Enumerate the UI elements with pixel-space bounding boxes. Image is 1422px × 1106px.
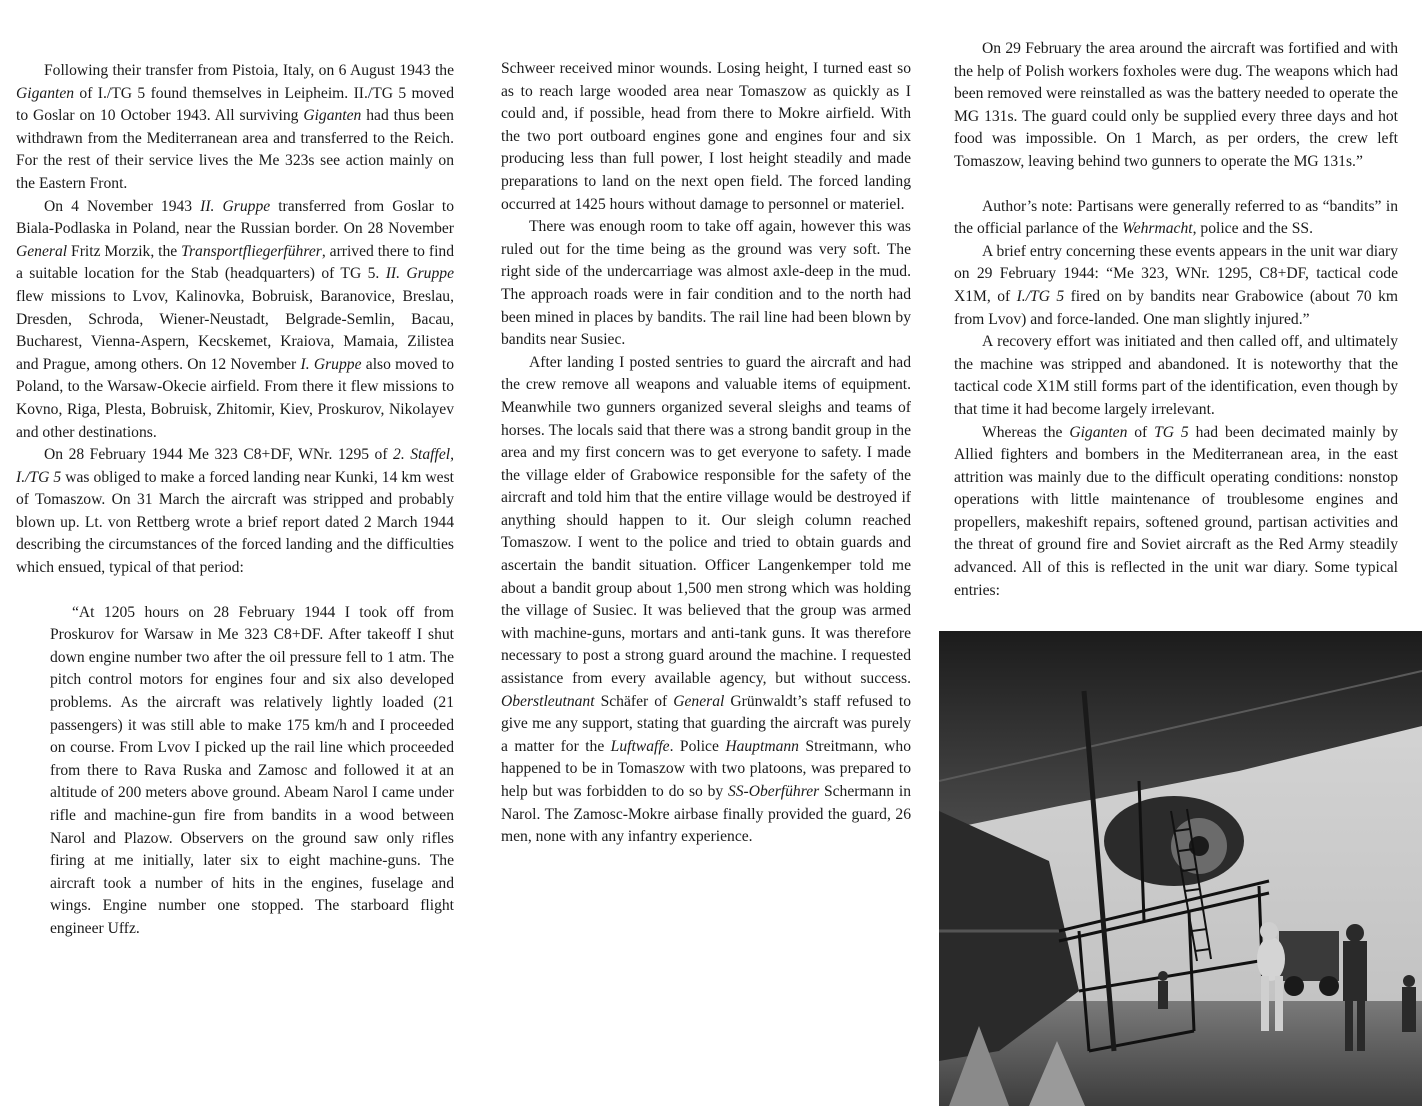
- text-run: On 29 February the area around the aircraft was fortified and with the help of Polish workers foxholes were dug. The weapons which had been removed were reinstalled as was the battery needed to operate the MG 131s. The guard could only be supplied every three days and hot food was impossible. On 1 March, as per orders, the crew left Tomaszow, leaving behind two gunners to operate the MG 131s.”: [954, 40, 1398, 170]
- text-run: Schermann in Narol. The Zamosc-Mokre airbase finally provided the guard, 26 men, none with any infantry experience.: [501, 783, 911, 846]
- italic-text: Giganten: [1069, 423, 1128, 441]
- italic-text: Transportfliegerführer: [181, 242, 322, 260]
- text-run: of: [1127, 423, 1155, 441]
- text-run: On 28 February 1944 Me 323 C8+DF, WNr. 1295 of: [44, 446, 394, 464]
- text-run: Following their transfer from Pistoia, Italy, on 6 August 1943 the: [44, 62, 454, 79]
- text-run: , arrived there to find a suitable location for the Stab (headquarters) of TG 5.: [16, 242, 455, 283]
- text-run: “At 1205 hours on 28 February 1944 I took off from Proskurov for Warsaw in Me 323 C8+DF. After takeoff I shut down engine number two after the oil pressure fell to 1 atm. The pitch control motors for engines four and six also developed problems. As the aircraft was relatively lightly loaded (21 passengers) it was still able to make 175 km/h and I proceeded on course. From Lvov I picked up the rail line which proceeded from there to Rava Ruska and Zamosc and followed it at an altitude of 200 meters above ground. Abeam Narol I came under rifle and machine-gun fire from bandits in a wood between Narol and Plazow. Observers on the ground saw only rifles firing at me initially, later six to eight machine-guns. The aircraft took a number of hits in the engines, fuselage and wings. Engine number one stopped. The starboard flight engineer Uffz.: [50, 603, 454, 937]
- paragraph: [16, 60, 454, 196]
- text-run: Author’s note: Partisans were generally referred to as “bandits” in the official parlance of the: [954, 197, 1398, 238]
- paragraph-gap: [16, 580, 454, 602]
- text-run: Grünwaldt’s staff refused to give me any support, stating that guarding the aircraft was purely a matter for the: [501, 692, 911, 755]
- text-run: of I./TG 5 found themselves in Leipheim. II./TG 5 moved to Goslar on 10 October 1943. All surviving: [16, 84, 454, 125]
- paragraph: [954, 241, 1398, 331]
- text-run: flew missions to Lvov, Kalinovka, Bobruisk, Baranovice, Breslau, Dresden, Schroda, Wiener-Neustadt, Belgrade-Semlin, Bacau, Bucharest, Vienna-Aspern, Kecskemet, Kraiova, Mamaia, Zilistea and Prague, among others. On 12 November: [16, 287, 454, 373]
- text-column-right: [954, 38, 1398, 602]
- quoted-report: [16, 602, 454, 941]
- italic-text: Luftwaffe: [610, 737, 670, 755]
- photo-aircraft-maintenance: [939, 631, 1422, 1106]
- text-run: There was enough room to take off again, however this was ruled out for the time being as the ground was very soft. The right side of the undercarriage was almost axle-deep in the mud. The approach roads were in fair condition and to the north had been mined in places by bandits. The rail line had been blown by bandits near Susiec.: [501, 218, 911, 349]
- text-run: was obliged to make a forced landing near Kunki, 14 km west of Tomaszow. On 31 March the aircraft was stripped and probably blown up. Lt. von Rettberg wrote a brief report dated 2 March 1944 describing the circumstances of the forced landing and the difficulties which ensued, typical of that period:: [16, 468, 454, 577]
- paragraph: [954, 38, 1398, 174]
- italic-text: Giganten: [16, 84, 75, 102]
- text-run: A recovery effort was initiated and then called off, and ultimately the machine was stripped and abandoned. It is noteworthy that the tactical code X1M still forms part of the identification, even though by that time it had become largely irrelevant.: [954, 333, 1398, 418]
- paragraph: [501, 352, 911, 849]
- text-run: , police and the SS.: [1192, 220, 1313, 238]
- text-run: Streitmann, who happened to be in Tomaszow with two platoons, was prepared to help but was forbidden to do so by: [501, 737, 911, 800]
- italic-text: SS-Oberführer: [727, 783, 820, 800]
- text-run: transferred from Goslar to Biala-Podlaska in Poland, near the Russian border. On 28 November: [16, 197, 454, 238]
- italic-text: I./TG 5: [1016, 287, 1065, 305]
- italic-text: Hauptmann: [725, 737, 799, 755]
- text-run: After landing I posted sentries to guard the aircraft and had the crew remove all weapons and valuable items of equipment. Meanwhile two gunners organized several sleighs and teams of horses. The locals said that there was a strong bandit group in the area and my first concern was to get everyone to safety. I made the village elder of Grabowice responsible for the safety of the aircraft and told him that the entire village would be destroyed if anything should happen to it. Our sleigh column reached Tomaszow. I went to the police and tried to obtain guards and ascertain the bandit situation. Officer Langenkemper told me about a bandit group about 1,500 men strong which was holding the village of Susiec. It was believed that the group was armed with machine-guns, mortars and anti-tank guns. It was therefore necessary to post a strong guard around the machine. I requested assistance from every available agency, but without success.: [501, 353, 911, 688]
- paragraph: [501, 216, 911, 352]
- italic-text: Giganten: [303, 107, 362, 125]
- text-run: A brief entry concerning these events appears in the unit war diary on 29 February 1944: “Me 323, WNr. 1295, C8+DF, tactical code X1M, of: [954, 242, 1398, 305]
- text-run: had thus been withdrawn from the Mediterranean area and transferred to the Reich. For the rest of their service lives the Me 323s see action mainly on the Eastern Front.: [16, 107, 454, 192]
- text-run: Whereas the: [982, 423, 1070, 441]
- text-run: On 4 November 1943: [44, 197, 201, 215]
- text-run: Fritz Morzik, the: [67, 242, 182, 260]
- paragraph: [16, 196, 454, 445]
- paragraph: [16, 444, 454, 580]
- paragraph-gap: [954, 174, 1398, 196]
- italic-text: Wehrmacht: [1122, 220, 1193, 238]
- text-run: Schäfer of: [594, 692, 674, 710]
- italic-text: General: [673, 692, 725, 710]
- italic-text: II. Gruppe: [385, 265, 454, 283]
- text-run: . Police: [669, 737, 726, 755]
- text-column-middle: [501, 58, 911, 849]
- paragraph: [501, 58, 911, 216]
- italic-text: 2. Staffel, I./TG 5: [16, 446, 454, 486]
- paragraph: [954, 331, 1398, 421]
- italic-text: TG 5: [1154, 423, 1189, 441]
- paragraph: [954, 196, 1398, 241]
- photo-illustration: [939, 631, 1422, 1106]
- text-run: also moved to Poland, to the Warsaw-Okecie airfield. From there it flew missions to Kovno, Riga, Plesta, Bobruisk, Zhitomir, Kiev, Proskurov, Nikolayev and other destinations.: [16, 355, 454, 441]
- text-run: fired on by bandits near Grabowice (about 70 km from Lvov) and force-landed. One man slightly injured.”: [954, 287, 1398, 328]
- italic-text: General: [16, 242, 68, 260]
- italic-text: I. Gruppe: [300, 355, 362, 373]
- text-run: had been decimated mainly by Allied fighters and bombers in the Mediterranean area, in the east attrition was mainly due to the difficult operating conditions: nonstop operations with little maintenance of troublesome engines and propellers, makeshift repairs, softened ground, partisan activities and the threat of ground fire and Soviet aircraft as the Red Army steadily advanced. All of this is reflected in the unit war diary. Some typical entries:: [954, 423, 1398, 599]
- italic-text: II. Gruppe: [200, 197, 271, 215]
- text-run: Schweer received minor wounds. Losing height, I turned east so as to reach large wooded area near Tomaszow as quickly as I could and, if possible, head from there to Mokre airfield. With the two port outboard engines gone and engines four and six producing less than full power, I lost height steadily and made preparations to land on the next open field. The forced landing occurred at 1425 hours without damage to personnel or materiel.: [501, 60, 911, 213]
- italic-text: Oberstleutnant: [501, 692, 595, 710]
- paragraph: [954, 422, 1398, 603]
- text-column-left: [16, 60, 454, 941]
